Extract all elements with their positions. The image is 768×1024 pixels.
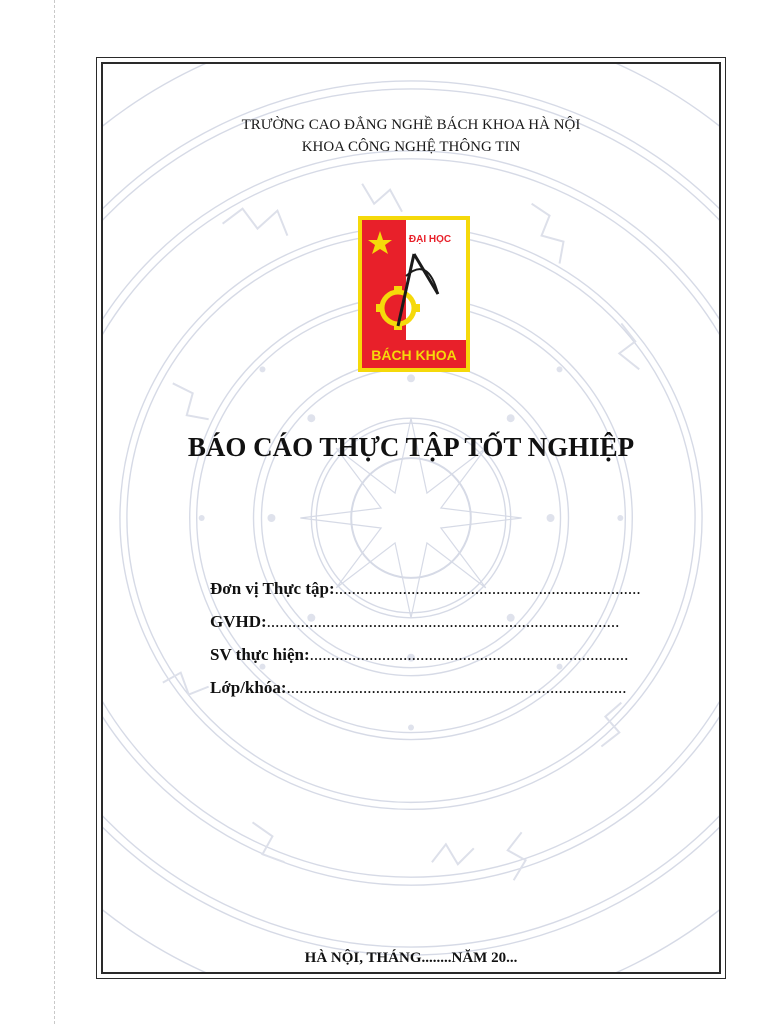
info-fields	[210, 572, 670, 704]
faculty-name: KHOA CÔNG NGHỆ THÔNG TIN	[301, 139, 521, 155]
field-blank: ........................................................................	[334, 579, 641, 598]
field-blank: ................................................................................	[286, 678, 627, 697]
field-class	[210, 671, 670, 704]
bronze-drum-background	[103, 64, 719, 972]
field-label: Đơn vị Thực tập:	[210, 579, 335, 598]
field-label: SV thực hiện:	[210, 645, 310, 664]
field-supervisor	[210, 605, 670, 638]
field-internship-unit	[210, 572, 670, 605]
bach-khoa-logo	[358, 216, 470, 372]
header	[103, 114, 719, 158]
field-label: GVHD:	[210, 612, 267, 631]
page-margin-guide	[54, 0, 55, 1024]
field-label: Lớp/khóa:	[210, 678, 287, 697]
cover-inner-border	[101, 62, 721, 974]
cover-frame	[96, 57, 726, 979]
place-date-footer: HÀ NỘI, THÁNG........NĂM 20...	[304, 950, 518, 966]
logo-top-text: ĐẠI HỌC	[408, 234, 452, 245]
report-title: BÁO CÁO THỰC TẬP TỐT NGHIỆP	[187, 432, 635, 462]
field-blank: ...................................................................................	[266, 612, 620, 631]
field-student	[210, 638, 670, 671]
field-blank: ...........................................................................	[309, 645, 629, 664]
school-name: TRƯỜNG CAO ĐẲNG NGHỀ BÁCH KHOA HÀ NỘI	[241, 117, 581, 133]
logo-bottom-text: BÁCH KHOA	[371, 347, 457, 363]
